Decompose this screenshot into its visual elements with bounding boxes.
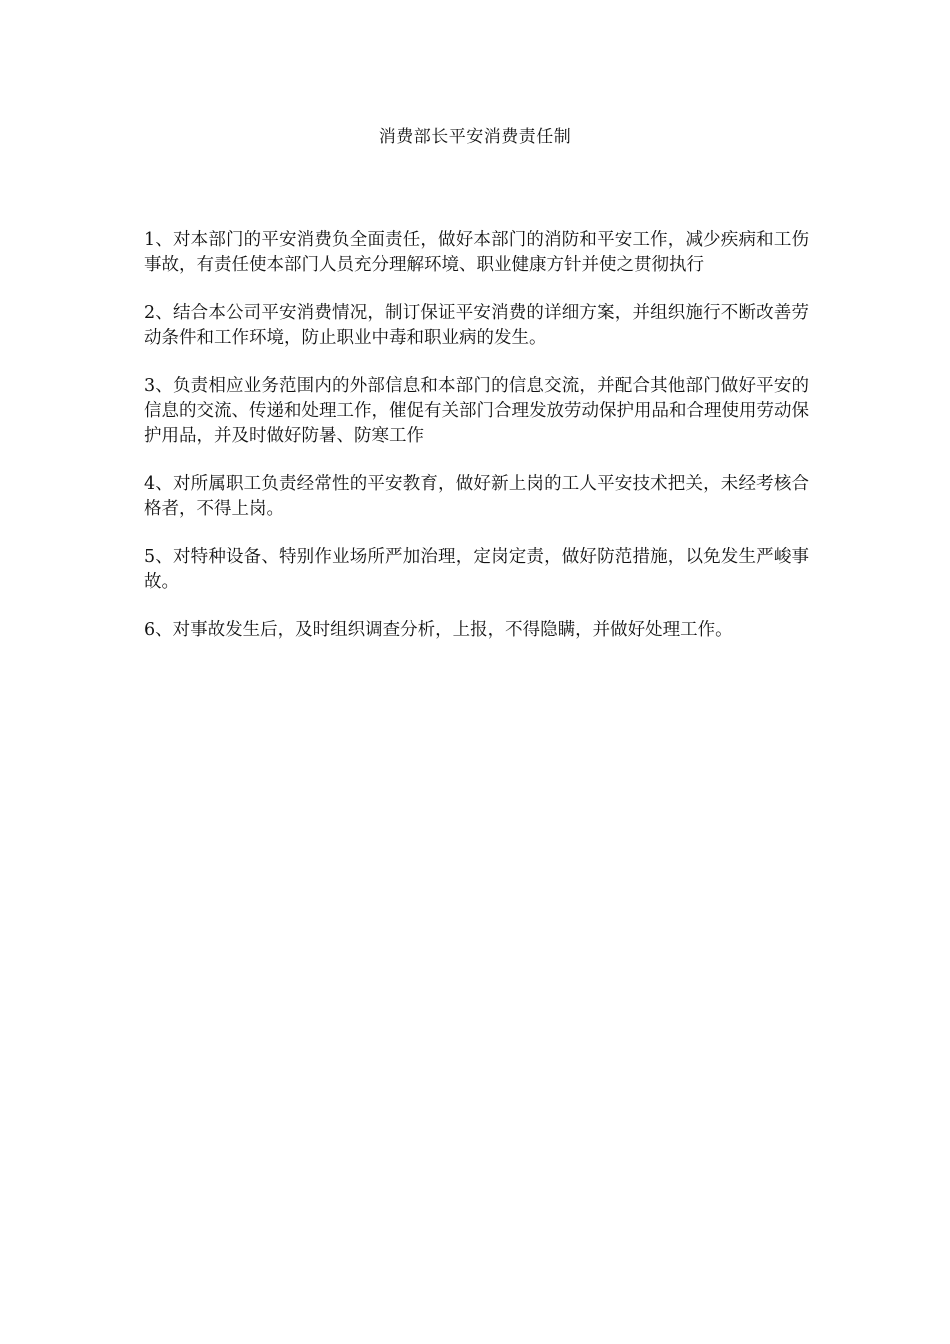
paragraph-6: 6、对事故发生后，及时组织调查分析，上报，不得隐瞒，并做好处理工作。: [144, 620, 733, 640]
paragraph-2: 2、结合本公司平安消费情况，制订保证平安消费的详细方案，并组织施行不断改善劳动条件和工作环境，防止职业中毒和职业病的发生。: [144, 303, 809, 348]
paragraph-1: 1、对本部门的平安消费负全面责任，做好本部门的消防和平安工作，减少疾病和工伤事故，有责任使本部门人员充分理解环境、职业健康方针并使之贯彻执行: [144, 230, 809, 275]
paragraph-3: 3、负责相应业务范围内的外部信息和本部门的信息交流，并配合其他部门做好平安的信息的交流、传递和处理工作，催促有关部门合理发放劳动保护用品和合理使用劳动保护用品，并及时做好防暑、防寒工作: [144, 376, 809, 446]
paragraph-5: 5、对特种设备、特别作业场所严加治理，定岗定责，做好防范措施，以免发生严峻事故。: [144, 547, 809, 592]
document-title: 消费部长平安消费责任制: [378, 127, 572, 147]
document-body: [144, 228, 809, 666]
paragraph-4: 4、对所属职工负责经常性的平安教育，做好新上岗的工人平安技术把关，未经考核合格者，不得上岗。: [144, 474, 809, 519]
